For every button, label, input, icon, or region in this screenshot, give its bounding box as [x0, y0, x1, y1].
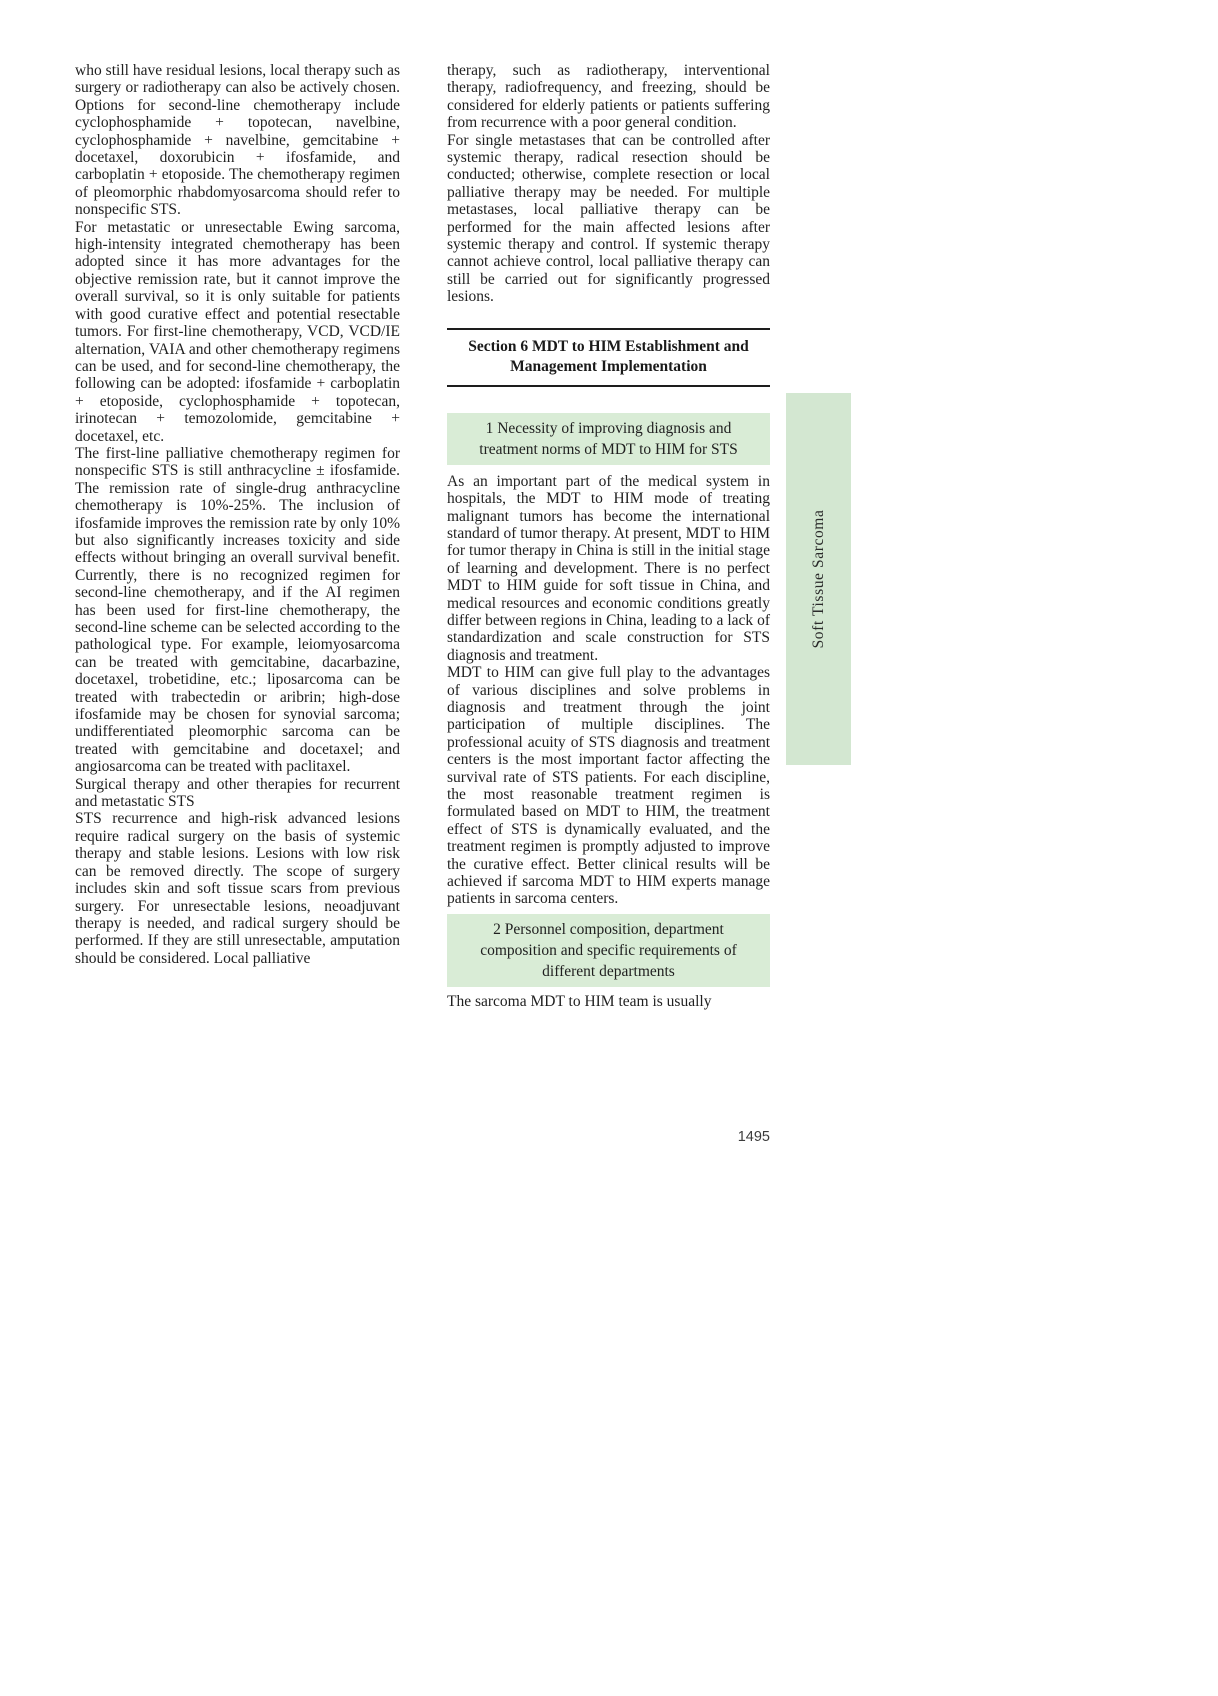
rule-divider-bottom — [447, 385, 770, 387]
section-heading-block — [447, 328, 770, 387]
right-column — [447, 62, 770, 1010]
paragraph: The sarcoma MDT to HIM team is usually — [447, 992, 712, 1010]
section-title: Section 6 MDT to HIM Establishment and Management Implementation — [468, 337, 749, 375]
left-column — [75, 62, 400, 967]
chapter-side-tab — [786, 393, 851, 765]
paragraph: Surgical therapy and other therapies for recurrent and metastatic STS — [75, 775, 400, 811]
subsection-heading-2: 2 Personnel composition, department composition and specific requirements of different departments — [447, 914, 770, 987]
page-number: 1495 — [737, 1129, 770, 1145]
paragraph: For metastatic or unresectable Ewing sarcoma, high-intensity integrated chemotherapy has been adopted since it has more advantages for the objective remission rate, but it cannot improve the overall survival, so it is only suitable for patients with good curative effect and potential resectable tumors. For first-line chemotherapy, VCD, VCD/IE alternation, VAIA and other chemotherapy regimens can be used, and for second-line chemotherapy, the following can be adopted: ifosfamide + carboplatin + etoposide, cyclophosphamide + topotecan, irinotecan + temozolomide, gemcitabine + docetaxel, etc. — [75, 218, 400, 445]
paragraph: therapy, such as radiotherapy, interventional therapy, radiofrequency, and freezing, should be considered for elderly patients or patients suffering from recurrence with a poor general condition. — [447, 62, 770, 132]
paragraph: The first-line palliative chemotherapy regimen for nonspecific STS is still anthracycline ± ifosfamide. The remission rate of single-drug anthracycline chemotherapy is 10%-25%. The inclusion of ifosfamide improves the remission rate by only 10% but also significantly increases toxicity and side effects without bringing an overall survival benefit. Currently, there is no recognized regimen for second-line chemotherapy, and if the AI regimen has been used for first-line chemotherapy, the second-line scheme can be selected according to the pathological type. For example, leiomyosarcoma can be treated with gemcitabine, dacarbazine, docetaxel, trobetidine, etc.; liposarcoma can be treated with trabectedin or aribrin; high-dose ifosfamide may be chosen for synovial sarcoma; undifferentiated pleomorphic sarcoma can be treated with gemcitabine and docetaxel; and angiosarcoma can be treated with paclitaxel. — [75, 444, 401, 776]
paragraph: For single metastases that can be controlled after systemic therapy, radical resection should be conducted; otherwise, complete resection or local palliative therapy may be needed. For multiple metastases, local palliative therapy can be performed for the main affected lesions after systemic therapy and control. If systemic therapy cannot achieve control, local palliative therapy can still be carried out for significantly progressed lesions. — [447, 131, 770, 306]
paragraph: MDT to HIM can give full play to the advantages of various disciplines and solve problems in diagnosis and treatment through the joint participation of multiple disciplines. The professional acuity of STS diagnosis and treatment centers is the most important factor affecting the survival rate of STS patients. For each discipline, the most reasonable treatment regimen is formulated based on MDT to HIM, the treatment effect of STS is dynamically evaluated, and the treatment regimen is promptly adjusted to improve the curative effect. Better clinical results will be achieved if sarcoma MDT to HIM experts manage patients in sarcoma centers. — [447, 664, 770, 908]
paragraph: As an important part of the medical system in hospitals, the MDT to HIM mode of treating malignant tumors has become the international standard of tumor therapy. At present, MDT to HIM for tumor therapy in China is still in the initial stage of learning and development. There is no perfect MDT to HIM guide for soft tissue in China, and medical resources and economic conditions greatly differ between regions in China, leading to a lack of standardization and scale construction for STS diagnosis and treatment. — [447, 472, 770, 664]
subsection-heading-1: 1 Necessity of improving diagnosis and treatment norms of MDT to HIM for STS — [447, 413, 770, 465]
chapter-side-tab-label: Soft Tissue Sarcoma — [809, 509, 827, 649]
paragraph: STS recurrence and high-risk advanced lesions require radical surgery on the basis of systemic therapy and stable lesions. Lesions with low risk can be removed directly. The scope of surgery includes skin and soft tissue scars from previous surgery. For unresectable lesions, neoadjuvant therapy is needed, and radical surgery should be performed. If they are still unresectable, amputation should be considered. Local palliative — [75, 810, 400, 967]
paragraph: who still have residual lesions, local therapy such as surgery or radiotherapy can also be actively chosen. Options for second-line chemotherapy include cyclophosphamide + topotecan, navelbine, cyclophosphamide + navelbine, gemcitabine + docetaxel, doxorubicin + ifosfamide, and carboplatin + etoposide. The chemotherapy regimen of pleomorphic rhabdomyosarcoma should refer to nonspecific STS. — [75, 62, 400, 219]
